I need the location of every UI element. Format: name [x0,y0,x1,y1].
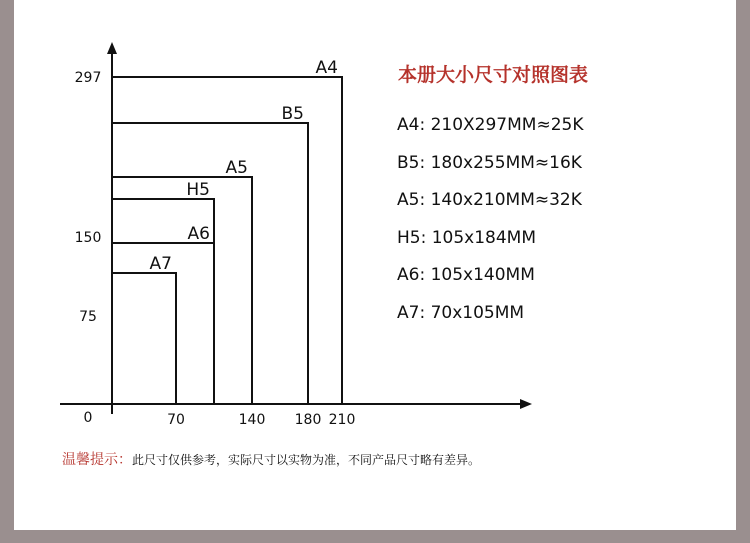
spec-item-h5: H5: 105x184MM [397,227,537,248]
tip-note [62,449,480,469]
paper-label-a7: A7 [149,254,172,274]
paper-outline-a5 [112,177,252,404]
x-tick-label-210: 210 [328,412,356,428]
x-tick-label-180: 180 [294,412,322,428]
spec-item-b5: B5: 180x255MM≈16K [397,152,582,173]
paper-label-h5: H5 [186,180,210,200]
paper-label-a4: A4 [315,58,338,78]
size-spec-list [397,112,583,337]
x-tick-label-70: 70 [167,412,185,428]
x-tick-label-140: 140 [238,412,266,428]
paper-label-b5: B5 [281,104,304,124]
y-axis-arrow [107,42,117,54]
paper-outline-a7 [112,273,176,404]
tip-label: 温馨提示： [62,452,132,468]
paper-label-a5: A5 [225,158,248,178]
spec-item-a6: A6: 105x140MM [397,265,535,285]
y-tick-label-297: 297 [74,70,102,86]
x-axis-arrow [520,399,532,409]
chart-title: 本册大小尺寸对照图表 [398,64,589,86]
spec-item-a5: A5: 140x210MM≈32K [397,190,582,210]
paper-outline-b5 [112,123,308,404]
tip-text: 此尺寸仅供参考，实际尺寸以实物为准，不同产品尺寸略有差异。 [132,453,481,467]
origin-label: 0 [83,410,93,426]
paper-outlines [112,58,342,404]
spec-item-a4: A4: 210X297MM≈25K [397,115,584,135]
y-tick-label-150: 150 [74,230,102,246]
spec-item-a7: A7: 70x105MM [397,302,525,323]
size-chart-card [14,0,736,530]
paper-label-a6: A6 [187,224,210,244]
y-tick-label-75: 75 [79,309,97,325]
